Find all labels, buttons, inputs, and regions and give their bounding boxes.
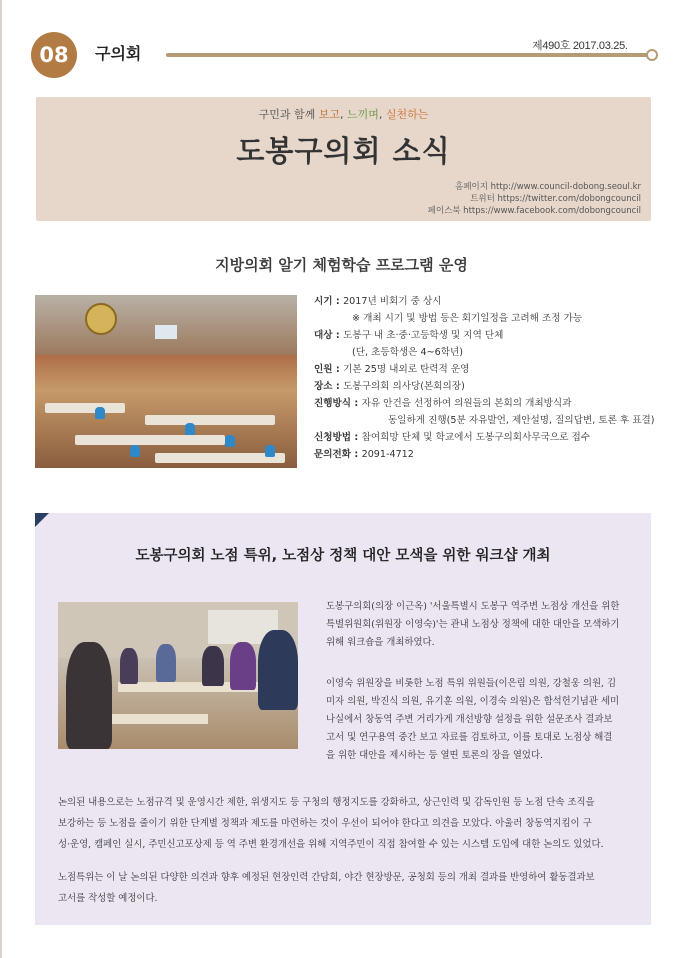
info-label: 대상 : [314, 330, 344, 341]
info-time-note: ※ 개최 시기 및 방법 등은 회기일정을 고려해 조정 가능 [352, 313, 583, 324]
student [95, 407, 105, 419]
banner-subtitle-word-see: 보고 [318, 108, 340, 121]
info-method-cont: 동일하게 진행(5분 자유발언, 제안설명, 질의답변, 토론 후 표결) [388, 415, 655, 426]
text-line: 미자 의원, 박진식 의원, 유기훈 의원, 이경숙 의원)은 합석헌기념관 세미 [326, 696, 619, 707]
info-target-note: (단, 초등학생은 4~6학년) [352, 347, 464, 358]
article2-para4 [58, 867, 644, 909]
banner-subtitle-word-feel: 느끼며 [346, 108, 379, 121]
homepage-link[interactable]: 홈페이지 http://www.council-dobong.seoul.kr [455, 182, 641, 192]
info-value: 기본 25명 내외로 탄력적 운영 [343, 364, 470, 375]
page-number: 08 [39, 43, 69, 67]
banner-subtitle-word-act: 실천하는 [385, 108, 429, 121]
article2-para1 [326, 598, 644, 652]
text-line: 나실에서 창동역 주변 거리가게 개선방향 설정을 위한 설문조사 결과보 [326, 714, 613, 725]
workshop-photo [58, 602, 298, 749]
desk-row [75, 435, 225, 445]
news-banner [36, 97, 651, 221]
info-apply [314, 429, 654, 446]
person [258, 630, 298, 710]
banner-subtitle-sep: , [378, 108, 386, 121]
info-label: 시기 : [314, 296, 344, 307]
text-line: 고서를 작성할 예정이다. [58, 893, 158, 904]
banner-subtitle-sep: , [339, 108, 347, 121]
info-value: 자유 안건을 선정하여 의원들의 본회의 개최방식과 [361, 398, 572, 409]
page-number-badge [31, 32, 77, 78]
desk-row [145, 415, 275, 425]
text-line: 도봉구의회(의장 이근옥) '서울특별시 도봉구 역주변 노점상 개선을 위한 [326, 601, 620, 612]
person [156, 644, 176, 682]
text-line: 보강하는 등 노점을 줄이기 위한 단계별 정책과 제도를 마련하는 것이 우선이 되어야 한다고 의견을 모았다. 아울러 창동역지킴이 구 [58, 818, 592, 829]
article1-title: 지방의회 알기 체험학습 프로그램 운영 [215, 256, 468, 274]
text-line: 을 위한 대안을 제시하는 등 열띤 토론의 장을 열었다. [326, 750, 544, 761]
text-line: 특별위원회(위원장 이영숙)'는 관내 노점상 정책에 대한 대안을 모색하기 [326, 619, 620, 630]
issue-date: 제490호 2017.03.25. [532, 40, 628, 52]
info-time [314, 293, 654, 310]
council-seal-icon [85, 303, 117, 335]
info-value: 도봉구 내 초·중·고등학생 및 지역 단체 [343, 330, 504, 341]
student [130, 445, 140, 457]
info-place [314, 378, 654, 395]
twitter-link[interactable]: 트위터 https://twitter.com/dobongcouncil [470, 194, 641, 204]
banner-links [428, 181, 641, 217]
section-title: 구의회 [95, 44, 142, 63]
box-corner-mark [35, 513, 49, 527]
info-label: 인원 : [314, 364, 344, 375]
info-label: 신청방법 : [314, 432, 362, 443]
text-line: 노점특위는 이 날 논의된 다양한 의견과 향후 예정된 현장인력 간담회, 야간 현장방문, 공청회 등의 개최 결과를 반영하여 활동결과보 [58, 872, 595, 883]
table [108, 714, 208, 724]
info-phone [314, 446, 654, 463]
banner-subtitle-plain: 구민과 함께 [258, 108, 319, 121]
info-target [314, 327, 654, 344]
banner-title: 도봉구의회 소식 [236, 134, 451, 168]
text-line: 논의된 내용으로는 노점규격 및 운영시간 제한, 위생지도 등 구청의 행정지도를 강화하고, 상근인력 및 감독인원 등 노점 단속 조직을 [58, 797, 595, 808]
student [185, 423, 195, 435]
council-chamber-photo [35, 295, 297, 468]
person [120, 648, 138, 684]
text-line: 고서 및 연구용역 중간 보고 자료를 검토하고, 이를 토대로 노점상 해결 [326, 732, 613, 743]
info-method [314, 395, 654, 412]
info-label: 문의전화 : [314, 449, 362, 460]
chamber-screen [155, 325, 177, 339]
info-value: 도봉구의회 의사당(본회의장) [343, 381, 465, 392]
person [230, 642, 256, 690]
person [66, 642, 112, 749]
person [202, 646, 224, 686]
desk-row [45, 403, 125, 413]
text-line: 이영숙 위원장을 비롯한 노점 특위 위원들(이은림 의원, 강철웅 의원, 김 [326, 678, 617, 689]
header-rule-dot [646, 49, 658, 61]
info-people [314, 361, 654, 378]
facebook-link[interactable]: 페이스북 https://www.facebook.com/dobongcouncil [427, 206, 641, 216]
program-info [314, 293, 654, 463]
student [225, 435, 235, 447]
info-label: 진행방식 : [314, 398, 362, 409]
text-line: 성·운영, 캠페인 실시, 주민신고포상제 등 역 주변 환경개선을 위해 지역주민이 직접 참여할 수 있는 시스템 도입에 대한 논의도 있었다. [58, 839, 604, 850]
header-rule [166, 53, 650, 57]
article2-para2 [326, 675, 644, 765]
info-value: 참여희망 단체 및 학교에서 도봉구의회사무국으로 접수 [361, 432, 590, 443]
article2-para3 [58, 792, 644, 855]
info-value: 2091-4712 [361, 449, 414, 460]
info-label: 장소 : [314, 381, 344, 392]
banner-subtitle [36, 106, 651, 122]
student [265, 445, 275, 457]
page-left-border [0, 0, 2, 958]
info-value: 2017년 비회기 중 상시 [343, 296, 442, 307]
text-line: 위해 워크숍을 개최하였다. [326, 637, 435, 648]
article2-title: 도봉구의회 노점 특위, 노점상 정책 대안 모색을 위한 워크샵 개최 [135, 548, 551, 564]
